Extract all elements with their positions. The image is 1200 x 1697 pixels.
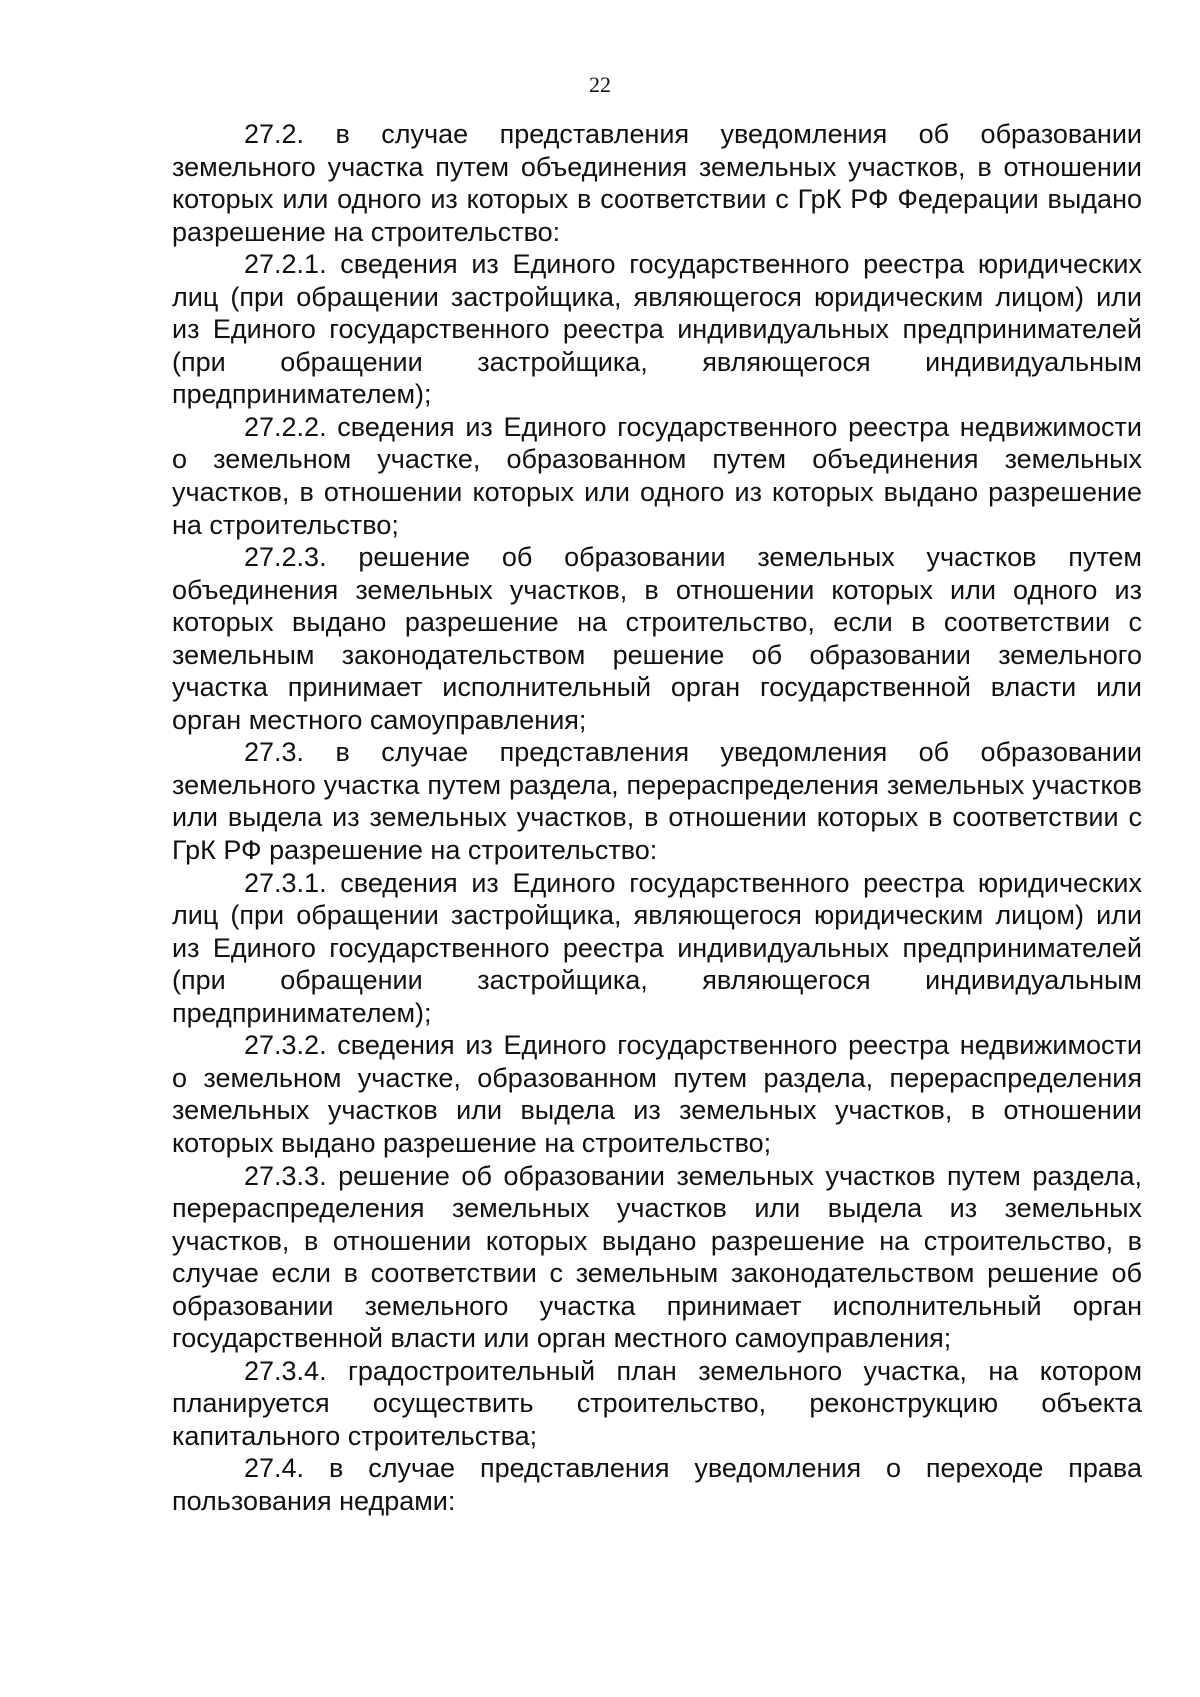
page-number: 22	[589, 72, 611, 97]
paragraph-27-3: 27.3. в случае представления уведомления об образовании земельного участка путем раздела, перераспределения земельных участков или выдела из земельных участков, в отношении которых в соответствии с ГрК РФ разрешение на строительство:	[172, 737, 1142, 866]
paragraph-27-3-1: 27.3.1. сведения из Единого государственного реестра юридических лиц (при обращении застройщика, являющегося юридическим лицом) или из Единого государственного реестра индивидуальных предпринимателей (при обращении застройщика, являющегося индивидуальным предпринимателем);	[172, 867, 1142, 1028]
paragraph-27-2-1: 27.2.1. сведения из Единого государственного реестра юридических лиц (при обращении застройщика, являющегося юридическим лицом) или из Единого государственного реестра индивидуальных предпринимателей (при обращении застройщика, являющегося индивидуальным предпринимателем);	[172, 249, 1142, 410]
paragraph-27-2: 27.2. в случае представления уведомления об образовании земельного участка путем объединения земельных участков, в отношении которых или одного из которых в соответствии с ГрК РФ Федерации выдано разрешение на строительство:	[172, 119, 1142, 247]
paragraph-27-3-2: 27.3.2. сведения из Единого государственного реестра недвижимости о земельном участке, образованном путем раздела, перераспределения земельных участков или выдела из земельных участков, в отношении которых выдано разрешение на строительство;	[172, 1030, 1142, 1158]
document-body	[172, 118, 1142, 1518]
paragraph-27-2-3: 27.2.3. решение об образовании земельных участков путем объединения земельных участков, в отношении которых или одного из которых выдано разрешение на строительство, если в соответствии с земельным законодательством решение об образовании земельного участка принимает исполнительный орган государственной власти или орган местного самоуправления;	[172, 542, 1142, 735]
paragraph-27-3-3: 27.3.3. решение об образовании земельных участков путем раздела, перераспределения земельных участков или выдела из земельных участков, в отношении которых выдано разрешение на строительство, в случае если в соответствии с земельным законодательством решение об образовании земельного участка принимает исполнительный орган государственной власти или орган местного самоуправления;	[172, 1160, 1142, 1354]
paragraph-27-2-2: 27.2.2. сведения из Единого государственного реестра недвижимости о земельном участке, образованном путем объединения земельных участков, в отношении которых или одного из которых выдано разрешение на строительство;	[172, 411, 1142, 540]
paragraph-27-3-4: 27.3.4. градостроительный план земельного участка, на котором планируется осуществить строительство, реконструкцию объекта капитального строительства;	[172, 1355, 1142, 1451]
paragraph-27-4: 27.4. в случае представления уведомления о переходе права пользования недрами:	[172, 1453, 1142, 1516]
